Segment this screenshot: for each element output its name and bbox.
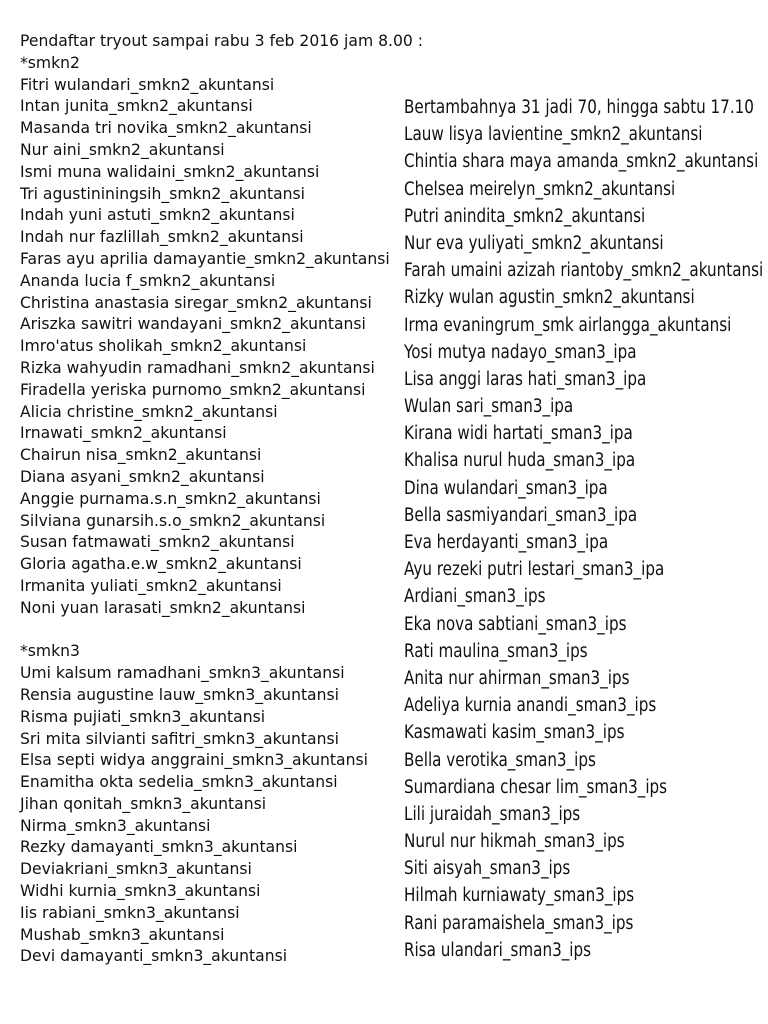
list-item: Siti aisyah_sman3_ips xyxy=(404,858,571,880)
list-item: Nurul nur hikmah_sman3_ips xyxy=(404,831,625,853)
list-item: Firadella yeriska purnomo_smkn2_akuntansi xyxy=(20,380,366,399)
list-item: Khalisa nurul huda_sman3_ipa xyxy=(404,450,636,472)
list-item: Irma evaningrum_smk airlangga_akuntansi xyxy=(404,314,732,336)
list-item: Dina wulandari_sman3_ipa xyxy=(404,477,608,499)
list-item: Putri anindita_smkn2_akuntansi xyxy=(404,205,646,227)
list-item: Farah umaini azizah riantoby_smkn2_akuntansi xyxy=(404,260,764,282)
list-item: Adeliya kurnia anandi_sman3_ips xyxy=(404,695,657,717)
right-list xyxy=(404,121,764,964)
list-item: Enamitha okta sedelia_smkn3_akuntansi xyxy=(20,773,338,792)
list-item: Nur eva yuliyati_smkn2_akuntansi xyxy=(404,232,664,254)
list-item: Masanda tri novika_smkn2_akuntansi xyxy=(20,119,312,138)
list-item: Susan fatmawati_smkn2_akuntansi xyxy=(20,533,295,552)
list-item: Rizka wahyudin ramadhani_smkn2_akuntansi xyxy=(20,358,375,377)
list-item: Silviana gunarsih.s.o_smkn2_akuntansi xyxy=(20,511,326,530)
list-item: Kasmawati kasim_sman3_ips xyxy=(404,722,625,744)
list-item: Umi kalsum ramadhani_smkn3_akuntansi xyxy=(20,664,345,683)
list-item: Intan junita_smkn2_akuntansi xyxy=(20,97,253,116)
group-title-smkn3: *smkn3 xyxy=(20,642,80,661)
group-list-smkn3 xyxy=(20,663,400,968)
list-item: Ardiani_sman3_ips xyxy=(404,586,546,608)
list-item: Anggie purnama.s.n_smkn2_akuntansi xyxy=(20,489,321,508)
list-item: Ismi muna walidaini_smkn2_akuntansi xyxy=(20,162,320,181)
right-header: Bertambahnya 31 jadi 70, hingga sabtu 17.10 xyxy=(404,97,754,118)
list-item: Chelsea meirelyn_smkn2_akuntansi xyxy=(404,178,676,200)
list-item: Irnawati_smkn2_akuntansi xyxy=(20,424,227,443)
list-item: Indah nur fazlillah_smkn2_akuntansi xyxy=(20,228,304,247)
group-list-smkn2 xyxy=(20,75,400,620)
list-item: Chintia shara maya amanda_smkn2_akuntansi xyxy=(404,151,759,173)
list-item: Rezky damayanti_smkn3_akuntansi xyxy=(20,838,298,857)
list-item: Faras ayu aprilia damayantie_smkn2_akuntansi xyxy=(20,249,390,268)
list-item: Sri mita silvianti safitri_smkn3_akuntansi xyxy=(20,729,339,748)
list-item: Rensia augustine lauw_smkn3_akuntansi xyxy=(20,685,339,704)
list-item: Elsa septi widya anggraini_smkn3_akuntansi xyxy=(20,751,368,770)
right-column xyxy=(404,94,764,964)
list-item: Tri agustininingsih_smkn2_akuntansi xyxy=(20,184,306,203)
list-item: Indah yuni astuti_smkn2_akuntansi xyxy=(20,206,295,225)
spacer xyxy=(20,620,400,642)
list-item: Eva herdayanti_sman3_ipa xyxy=(404,532,609,553)
list-item: Hilmah kurniawaty_sman3_ips xyxy=(404,885,635,907)
list-item: Risma pujiati_smkn3_akuntansi xyxy=(20,707,266,726)
list-item: Devi damayanti_smkn3_akuntansi xyxy=(20,947,288,966)
list-item: Imro'atus sholikah_smkn2_akuntansi xyxy=(20,337,307,356)
list-item: Mushab_smkn3_akuntansi xyxy=(20,925,225,944)
list-item: Iis rabiani_smkn3_akuntansi xyxy=(20,903,240,922)
list-item: Noni yuan larasati_smkn2_akuntansi xyxy=(20,598,306,617)
list-item: Widhi kurnia_smkn3_akuntansi xyxy=(20,882,261,901)
list-item: Sumardiana chesar lim_sman3_ips xyxy=(404,776,668,798)
list-item: Jihan qonitah_smkn3_akuntansi xyxy=(20,794,267,813)
list-item: Lauw lisya lavientine_smkn2_akuntansi xyxy=(404,124,703,146)
list-item: Risa ulandari_sman3_ips xyxy=(404,939,592,961)
group-title-smkn2: *smkn2 xyxy=(20,53,80,72)
list-item: Christina anastasia siregar_smkn2_akuntansi xyxy=(20,293,372,312)
list-item: Rizky wulan agustin_smkn2_akuntansi xyxy=(404,287,695,309)
list-item: Deviakriani_smkn3_akuntansi xyxy=(20,860,252,879)
list-item: Rani paramaishela_sman3_ips xyxy=(404,912,634,934)
list-item: Kirana widi hartati_sman3_ipa xyxy=(404,423,633,445)
left-column xyxy=(20,31,424,968)
list-item: Eka nova sabtiani_sman3_ips xyxy=(404,613,627,635)
list-item: Ariszka sawitri wandayani_smkn2_akuntansi xyxy=(20,315,366,334)
list-item: Alicia christine_smkn2_akuntansi xyxy=(20,402,278,421)
list-item: Lisa anggi laras hati_sman3_ipa xyxy=(404,368,647,390)
list-item: Wulan sari_sman3_ipa xyxy=(404,396,574,418)
list-item: Lili juraidah_sman3_ips xyxy=(404,803,581,825)
list-item: Diana asyani_smkn2_akuntansi xyxy=(20,467,265,486)
list-item: Ananda lucia f_smkn2_akuntansi xyxy=(20,271,276,290)
list-item: Nirma_smkn3_akuntansi xyxy=(20,816,211,835)
list-item: Bella verotika_sman3_ips xyxy=(404,749,596,771)
list-item: Yosi mutya nadayo_sman3_ipa xyxy=(404,341,637,363)
list-item: Ayu rezeki putri lestari_sman3_ipa xyxy=(404,559,665,581)
list-item: Irmanita yuliati_smkn2_akuntansi xyxy=(20,576,282,595)
list-item: Fitri wulandari_smkn2_akuntansi xyxy=(20,75,275,94)
list-item: Anita nur ahirman_sman3_ips xyxy=(404,667,630,689)
list-item: Gloria agatha.e.w_smkn2_akuntansi xyxy=(20,555,302,574)
list-item: Nur aini_smkn2_akuntansi xyxy=(20,140,225,159)
left-header: Pendaftar tryout sampai rabu 3 feb 2016 jam 8.00 : xyxy=(20,32,424,50)
list-item: Chairun nisa_smkn2_akuntansi xyxy=(20,446,262,465)
list-item: Rati maulina_sman3_ips xyxy=(404,640,588,662)
list-item: Bella sasmiyandari_sman3_ipa xyxy=(404,504,638,526)
